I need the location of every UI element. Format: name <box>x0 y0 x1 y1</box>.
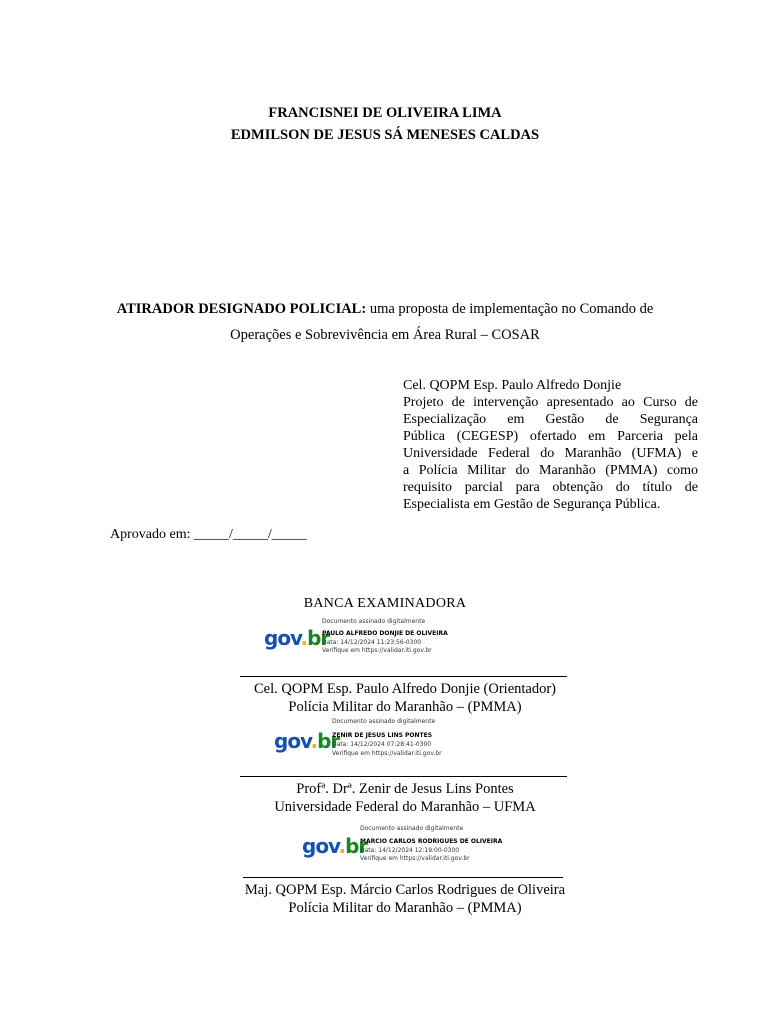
examiner-institution: Universidade Federal do Maranhão – UFMA <box>274 799 536 815</box>
author-name: EDMILSON DE JESUS SÁ MENESES CALDAS <box>230 127 540 143</box>
author-name: FRANCISNEI DE OLIVEIRA LIMA <box>268 105 502 121</box>
description-line: Especialista em Gestão de Segurança Pública. <box>403 497 661 512</box>
signature-line <box>243 877 563 878</box>
govbr-logo: gov.br <box>302 834 368 858</box>
digital-signature-stamp <box>300 824 510 866</box>
stamp-header: Documento assinado digitalmente <box>360 825 464 832</box>
examiner-block <box>200 780 610 816</box>
stamp-signer: ZENIR DE JESUS LINS PONTES <box>332 732 433 739</box>
examiner-name: Profª. Drª. Zenir de Jesus Lins Pontes <box>296 781 514 797</box>
stamp-verify: Verifique em https://validar.iti.gov.br <box>360 855 470 862</box>
stamp-verify: Verifique em https://validar.iti.gov.br <box>322 647 432 654</box>
signature-line <box>240 776 567 777</box>
description-line: a Polícia Militar do Maranhão (PMMA) como <box>403 463 698 478</box>
stamp-header: Documento assinado digitalmente <box>322 618 426 625</box>
work-title-rest: uma proposta de implementação no Comando de <box>366 301 654 317</box>
work-title-line1 <box>0 301 770 318</box>
stamp-signer: PAULO ALFREDO DONJIE DE OLIVEIRA <box>322 630 448 637</box>
examiner-block <box>200 680 610 716</box>
description-line: Universidade Federal do Maranhão (UFMA) e <box>403 446 698 461</box>
examiner-name: Cel. QOPM Esp. Paulo Alfredo Donjie (Orientador) <box>253 681 557 697</box>
description-block <box>403 377 698 513</box>
stamp-date: Data: 14/12/2024 11:23:56-0300 <box>322 639 422 646</box>
banca-title: BANCA EXAMINADORA <box>303 596 467 611</box>
examiner-institution: Polícia Militar do Maranhão – (PMMA) <box>288 900 522 916</box>
description-line: Projeto de intervenção apresentado ao Curso de <box>403 395 698 410</box>
digital-signature-stamp <box>272 717 472 761</box>
stamp-signer: MARCIO CARLOS RODRIGUES DE OLIVEIRA <box>360 838 503 845</box>
stamp-date: Data: 14/12/2024 12:19:00-0300 <box>360 847 460 854</box>
govbr-logo: gov.br <box>274 729 340 753</box>
govbr-logo: gov.br <box>264 626 330 650</box>
approval-date-line: Aprovado em: _____/_____/_____ <box>110 527 307 542</box>
authors-block <box>0 102 770 146</box>
stamp-header: Documento assinado digitalmente <box>332 718 436 725</box>
description-line: Especialização em Gestão de Segurança <box>403 412 698 427</box>
digital-signature-stamp <box>262 617 462 657</box>
work-title-line2: Operações e Sobrevivência em Área Rural – COSAR <box>230 327 540 343</box>
examiner-name: Maj. QOPM Esp. Márcio Carlos Rodrigues de Oliveira <box>244 882 566 898</box>
advisor-line: Cel. QOPM Esp. Paulo Alfredo Donjie <box>403 378 622 393</box>
stamp-date: Data: 14/12/2024 07:28:41-0300 <box>332 741 432 748</box>
description-line: requisito parcial para obtenção do título de <box>403 480 698 495</box>
description-line: Pública (CEGESP) ofertado em Parceria pela <box>403 429 698 444</box>
stamp-verify: Verifique em https://validar.iti.gov.br <box>332 750 442 757</box>
signature-line <box>240 676 567 677</box>
examiner-institution: Polícia Militar do Maranhão – (PMMA) <box>288 699 522 715</box>
work-title-bold: ATIRADOR DESIGNADO POLICIAL: <box>116 301 367 317</box>
examiner-block <box>180 881 630 917</box>
